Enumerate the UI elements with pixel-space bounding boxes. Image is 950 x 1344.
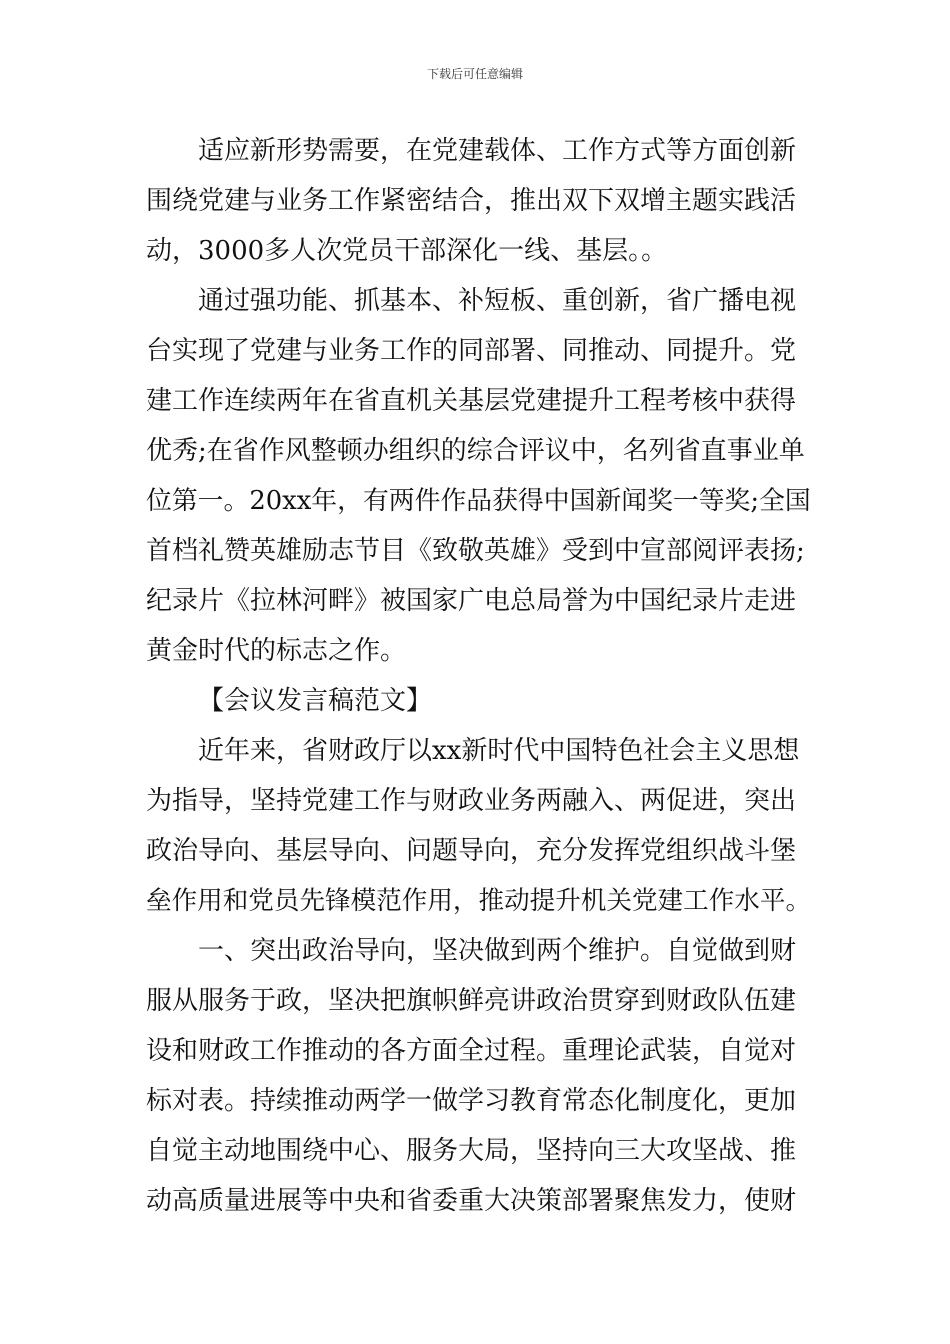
text-line: 黄金时代的标志之作。 <box>146 636 407 666</box>
text-line: 位第一。20xx年，有两件作品获得中国新闻奖一等奖;全国 <box>146 486 811 516</box>
text-line: 政治导向、基层导向、问题导向，充分发挥党组织战斗堡 <box>146 836 797 866</box>
text-line: 标对表。持续推动两学一做学习教育常态化制度化，更加 <box>146 1086 797 1116</box>
text-line: 优秀;在省作风整顿办组织的综合评议中，名列省直事业单 <box>146 436 805 466</box>
text-line: 设和财政工作推动的各方面全过程。重理论武装，自觉对 <box>146 1036 797 1066</box>
text-line: 服从服务于政，坚决把旗帜鲜亮讲政治贯穿到财政队伍建 <box>146 986 797 1016</box>
text-line: 一、突出政治导向，坚决做到两个维护。自觉做到财 <box>198 936 797 966</box>
document-body <box>146 126 811 1226</box>
text-line: 首档礼赞英雄励志节目《致敬英雄》受到中宣部阅评表扬; <box>146 536 805 566</box>
text-line: 通过强功能、抓基本、补短板、重创新，省广播电视 <box>198 286 797 316</box>
text-line: 围绕党建与业务工作紧密结合，推出双下双增主题实践活 <box>146 186 797 216</box>
text-line: 动高质量进展等中央和省委重大决策部署聚焦发力，使财 <box>146 1186 797 1216</box>
text-line: 近年来，省财政厅以xx新时代中国特色社会主义思想 <box>198 736 800 766</box>
text-line: 自觉主动地围绕中心、服务大局，坚持向三大攻坚战、推 <box>146 1136 797 1166</box>
page-header: 下载后可任意编辑 <box>426 67 523 81</box>
section-heading: 【会议发言稿范文】 <box>198 686 433 716</box>
text-line: 纪录片《拉林河畔》被国家广电总局誉为中国纪录片走进 <box>146 586 797 616</box>
text-line: 适应新形势需要，在党建载体、工作方式等方面创新 <box>198 136 797 166</box>
text-line: 为指导，坚持党建工作与财政业务两融入、两促进，突出 <box>146 786 797 816</box>
text-line: 建工作连续两年在省直机关基层党建提升工程考核中获得 <box>146 386 797 416</box>
text-line: 台实现了党建与业务工作的同部署、同推动、同提升。党 <box>146 336 797 366</box>
text-line: 垒作用和党员先锋模范作用，推动提升机关党建工作水平。 <box>146 886 812 916</box>
text-line: 动，3000多人次党员干部深化一线、基层。。 <box>146 236 668 266</box>
